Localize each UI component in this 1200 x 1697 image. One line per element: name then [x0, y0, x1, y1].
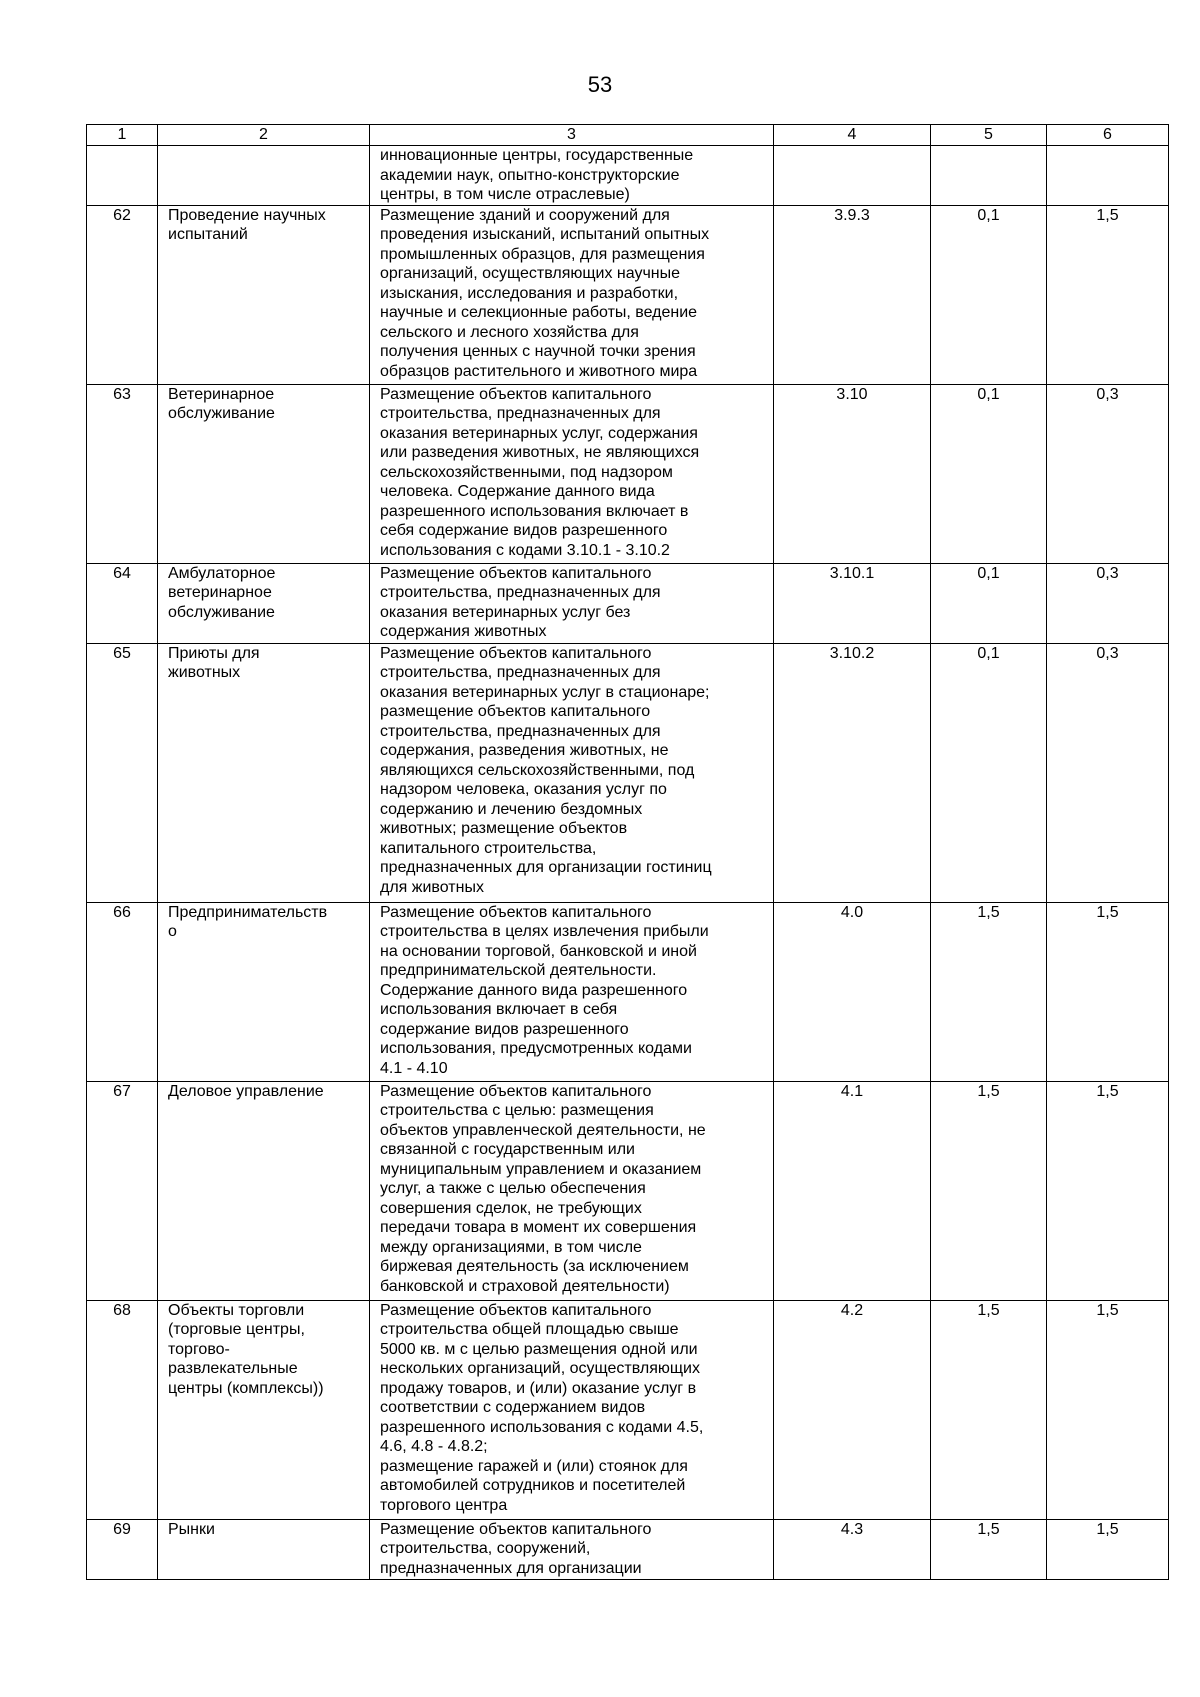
use-name: Деловое управление [158, 1081, 370, 1300]
use-name: Амбулаторное ветеринарное обслуживание [158, 563, 370, 643]
use-code: 3.10 [774, 384, 931, 563]
use-description: Размещение объектов капитального строительства, предназначенных для оказания ветеринарных услуг в стационаре; размещение объектов капитального строительства, предназначенных для содержания, разведения животных, не являющихся сельскохозяйственными, под надзором человека, оказания услуг по содержанию и лечению бездомных животных; размещение объектов капитального строительства, предназначенных для организации гостиниц для животных [370, 643, 774, 902]
value-col-6 [1047, 146, 1169, 206]
use-name [158, 146, 370, 206]
use-description: Размещение объектов капитального строительства с целью: размещения объектов управленческой деятельности, не связанной с государственным или муниципальным управлением и оказанием услуг, а также с целью обеспечения совершения сделок, не требующих передачи товара в момент их совершения между организациями, в том числе биржевая деятельность (за исключением банковской и страховой деятельности) [370, 1081, 774, 1300]
header-col-6: 6 [1047, 125, 1169, 146]
value-col-5: 1,5 [931, 1519, 1047, 1579]
table-row [87, 205, 1169, 384]
table-row [87, 1081, 1169, 1300]
value-col-5: 0,1 [931, 563, 1047, 643]
use-code: 4.1 [774, 1081, 931, 1300]
use-code: 3.9.3 [774, 205, 931, 384]
use-name: Приюты для животных [158, 643, 370, 902]
header-col-1: 1 [87, 125, 158, 146]
use-code: 4.3 [774, 1519, 931, 1579]
value-col-5: 1,5 [931, 902, 1047, 1081]
row-number: 65 [87, 643, 158, 902]
table-header-row [87, 125, 1169, 146]
value-col-5: 0,1 [931, 384, 1047, 563]
use-name: Проведение научных испытаний [158, 205, 370, 384]
use-name: Предпринимательств о [158, 902, 370, 1081]
header-col-5: 5 [931, 125, 1047, 146]
value-col-6: 1,5 [1047, 1081, 1169, 1300]
row-number: 67 [87, 1081, 158, 1300]
value-col-6: 0,3 [1047, 563, 1169, 643]
value-col-5: 0,1 [931, 205, 1047, 384]
use-description: Размещение объектов капитального строительства в целях извлечения прибыли на основании торговой, банковской и иной предпринимательской деятельности. Содержание данного вида разрешенного использования включает в себя содержание видов разрешенного использования, предусмотренных кодами 4.1 - 4.10 [370, 902, 774, 1081]
table-row [87, 643, 1169, 902]
use-description: Размещение зданий и сооружений для проведения изысканий, испытаний опытных промышленных образцов, для размещения организаций, осуществляющих научные изыскания, исследования и разработки, научные и селекционные работы, ведение сельского и лесного хозяйства для получения ценных с научной точки зрения образцов растительного и животного мира [370, 205, 774, 384]
table-row [87, 1300, 1169, 1519]
header-col-3: 3 [370, 125, 774, 146]
use-description: Размещение объектов капитального строительства общей площадью свыше 5000 кв. м с целью размещения одной или нескольких организаций, осуществляющих продажу товаров, и (или) оказание услуг в соответствии с содержанием видов разрешенного использования с кодами 4.5, 4.6, 4.8 - 4.8.2; размещение гаражей и (или) стоянок для автомобилей сотрудников и посетителей торгового центра [370, 1300, 774, 1519]
value-col-5: 1,5 [931, 1300, 1047, 1519]
row-number: 66 [87, 902, 158, 1081]
table-row [87, 146, 1169, 206]
page-number: 53 [587, 72, 613, 97]
header-col-4: 4 [774, 125, 931, 146]
use-name: Рынки [158, 1519, 370, 1579]
use-code: 3.10.1 [774, 563, 931, 643]
table-row [87, 1519, 1169, 1579]
value-col-6: 0,3 [1047, 643, 1169, 902]
value-col-5: 1,5 [931, 1081, 1047, 1300]
table-row [87, 563, 1169, 643]
row-number: 64 [87, 563, 158, 643]
value-col-6: 0,3 [1047, 384, 1169, 563]
use-description: инновационные центры, государственные академии наук, опытно-конструкторские центры, в том числе отраслевые) [370, 146, 774, 206]
value-col-5: 0,1 [931, 643, 1047, 902]
use-code [774, 146, 931, 206]
use-code: 4.2 [774, 1300, 931, 1519]
value-col-6: 1,5 [1047, 1519, 1169, 1579]
row-number: 69 [87, 1519, 158, 1579]
use-name: Объекты торговли (торговые центры, торгово- развлекательные центры (комплексы)) [158, 1300, 370, 1519]
value-col-6: 1,5 [1047, 205, 1169, 384]
use-description: Размещение объектов капитального строительства, предназначенных для оказания ветеринарных услуг без содержания животных [370, 563, 774, 643]
value-col-6: 1,5 [1047, 1300, 1169, 1519]
row-number: 68 [87, 1300, 158, 1519]
use-code: 4.0 [774, 902, 931, 1081]
row-number: 63 [87, 384, 158, 563]
table-row [87, 902, 1169, 1081]
value-col-5 [931, 146, 1047, 206]
header-col-2: 2 [158, 125, 370, 146]
table-row [87, 384, 1169, 563]
use-code: 3.10.2 [774, 643, 931, 902]
row-number [87, 146, 158, 206]
use-description: Размещение объектов капитального строительства, предназначенных для оказания ветеринарных услуг, содержания или разведения животных, не являющихся сельскохозяйственными, под надзором человека. Содержание данного вида разрешенного использования включает в себя содержание видов разрешенного использования с кодами 3.10.1 - 3.10.2 [370, 384, 774, 563]
land-use-table [86, 124, 1169, 1580]
value-col-6: 1,5 [1047, 902, 1169, 1081]
table-body [87, 125, 1169, 1580]
use-description: Размещение объектов капитального строительства, сооружений, предназначенных для организации [370, 1519, 774, 1579]
use-name: Ветеринарное обслуживание [158, 384, 370, 563]
row-number: 62 [87, 205, 158, 384]
